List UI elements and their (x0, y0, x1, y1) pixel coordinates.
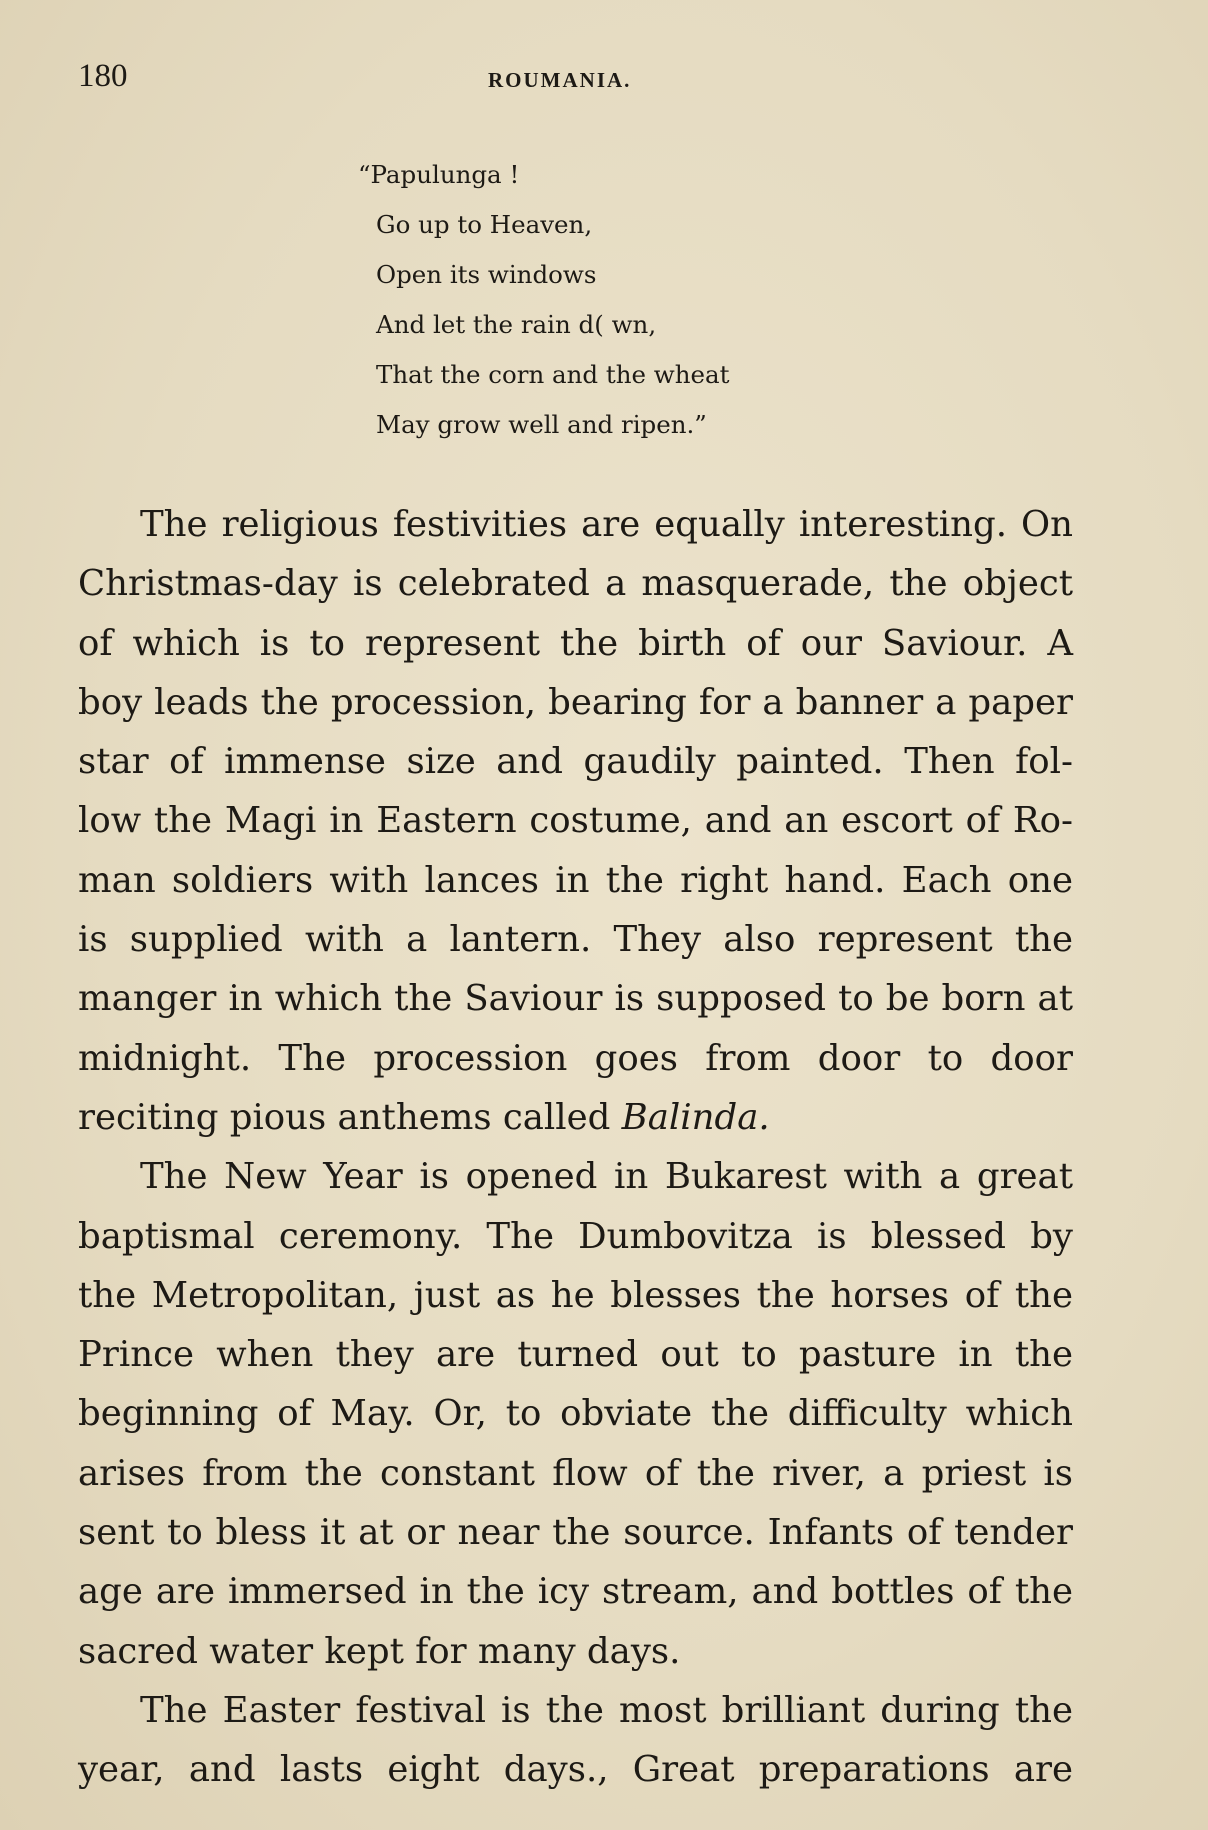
text-line: The Easter festival is the most brilliant during the (140, 1689, 1073, 1731)
text-line: low the Magi in Eastern costume, and an escort of Ro- (78, 800, 1073, 842)
text-line: The New Year is opened in Bukarest with a great (140, 1156, 1073, 1198)
page-number: 180 (78, 58, 128, 94)
text-line: year, and lasts eight days., Great preparations are (78, 1749, 1073, 1791)
text-line: midnight. The procession goes from door to door (78, 1037, 1073, 1079)
text-line: The religious festivities are equally interesting. On (140, 504, 1073, 545)
verse-line: May grow well and ripen.” (376, 410, 707, 439)
paragraph-christmas (78, 495, 1073, 1147)
text-line (78, 1088, 1073, 1147)
paragraph-new-year (78, 1147, 1073, 1681)
text-line: boy leads the procession, bearing for a banner a paper (78, 681, 1073, 723)
text-line: Christmas-day is celebrated a masquerade, the object (78, 563, 1073, 605)
text-line: man soldiers with lances in the right hand. Each one (78, 859, 1073, 901)
text-line: is supplied with a lantern. They also represent the (78, 919, 1073, 961)
text-line: Prince when they are turned out to pasture in the (78, 1334, 1073, 1376)
text-line: of which is to represent the birth of our Saviour. A (78, 622, 1073, 664)
verse-line: Go up to Heaven, (376, 210, 593, 239)
running-head: ROUMANIA. (488, 68, 632, 92)
text-line: manger in which the Saviour is supposed to be born at (78, 978, 1073, 1020)
body-text (78, 495, 1073, 1800)
text-line: beginning of May. Or, to obviate the difficulty which (78, 1393, 1073, 1435)
verse-line: “Papulunga ! (358, 160, 520, 189)
text-line: sacred water kept for many days. (78, 1630, 681, 1672)
verse-line: And let the rain d( wn, (376, 310, 657, 339)
text-line: age are immersed in the icy stream, and bottles of the (78, 1571, 1073, 1613)
text-line: arises from the constant flow of the river, a priest is (78, 1452, 1073, 1494)
text-fragment: reciting pious anthems called (78, 1096, 622, 1138)
verse-block (358, 150, 730, 450)
text-line: the Metropolitan, just as he blesses the horses of the (78, 1274, 1073, 1316)
text-line: baptismal ceremony. The Dumbovitza is blessed by (78, 1215, 1073, 1257)
page-header (78, 58, 1078, 108)
text-line: sent to bless it at or near the source. Infants of tender (78, 1512, 1073, 1554)
paragraph-easter (78, 1681, 1073, 1800)
verse-line: Open its windows (376, 260, 597, 289)
verse-line: That the corn and the wheat (376, 360, 730, 389)
text-line: star of immense size and gaudily painted. Then fol- (78, 741, 1073, 783)
italic-term: Balinda. (621, 1096, 770, 1138)
